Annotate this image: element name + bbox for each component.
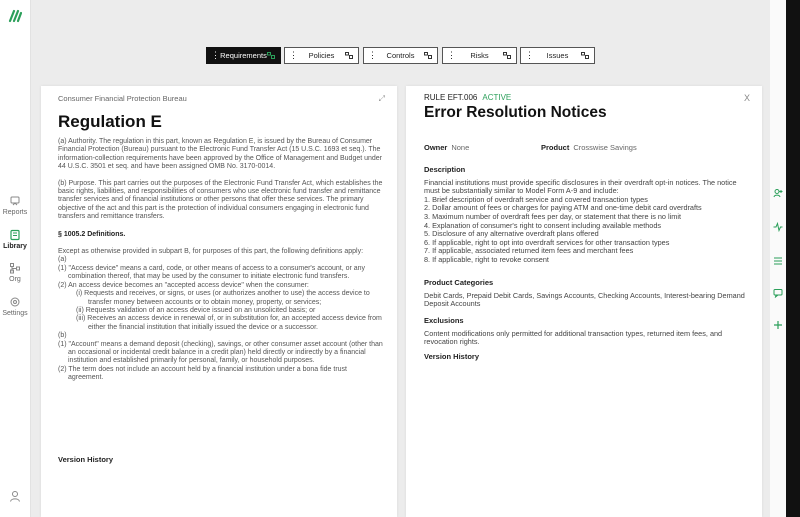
section-heading: § 1005.2 Definitions. (58, 230, 126, 238)
expand-icon[interactable]: ⤢ (378, 94, 385, 103)
exclusions-heading: Exclusions (424, 316, 464, 325)
user-icon[interactable] (8, 489, 22, 503)
agency-name: Consumer Financial Protection Bureau (58, 94, 187, 103)
reports-icon (9, 195, 21, 207)
tab-requirements[interactable]: ⋮ Requirements (206, 47, 281, 64)
rule-id: RULE EFT.006 (424, 93, 478, 102)
nav-label-settings: Settings (2, 310, 28, 317)
owner-label: Owner (424, 143, 448, 152)
drag-handle-icon[interactable]: ⋮ (211, 50, 219, 60)
list-icon[interactable] (773, 256, 783, 266)
right-edge-bar (786, 0, 800, 517)
product-value[interactable]: Crosswise Savings (573, 143, 637, 152)
nav-label-reports: Reports (2, 209, 28, 216)
drag-handle-icon[interactable]: ⋮ (289, 50, 297, 60)
description-heading: Description (424, 165, 466, 174)
drag-handle-icon[interactable]: ⋮ (447, 50, 455, 60)
description-item: 4. Explanation of consumer's right to consent including available methods (424, 220, 662, 230)
tab-menu-icon[interactable] (267, 52, 275, 59)
nav-item-library[interactable] (0, 229, 30, 250)
plus-icon[interactable] (773, 320, 783, 330)
activity-icon[interactable] (773, 222, 783, 232)
regulation-text (58, 138, 384, 383)
exclusions-text: Content modifications only permitted for additional transaction types, returned item fees, and revocation rights. (424, 328, 723, 347)
tab-policies[interactable]: ⋮ Policies (284, 47, 359, 64)
comments-icon[interactable] (773, 288, 783, 298)
regulation-panel (41, 86, 397, 517)
categories-text: Debit Cards, Prepaid Debit Cards, Savings Accounts, Checking Accounts, Interest-bearing Demand Deposit Accounts (424, 290, 745, 309)
app-logo-icon[interactable] (8, 9, 22, 23)
product-label: Product (541, 143, 570, 152)
version-history-section (424, 353, 754, 366)
tab-risks[interactable]: ⋮ Risks (442, 47, 517, 64)
tab-menu-icon[interactable] (345, 52, 353, 59)
product-categories-section (424, 279, 754, 309)
definition-a2-iii: (iii) Receives an access device in renewal of, or in substitution for, an accepted access device from either the financial institution that initially issued the device or a successor. (76, 315, 382, 331)
add-user-icon[interactable] (773, 188, 783, 198)
description-item: 6. If applicable, right to opt into overdraft services for other transaction types (424, 237, 670, 247)
tab-issues[interactable]: ⋮ Issues (520, 47, 595, 64)
definition-a2-ii: (ii) Requests validation of an access device issued on an unsolicited basis; or (76, 306, 316, 314)
regulation-title: Regulation E (58, 112, 162, 131)
right-toolbar (770, 0, 786, 517)
close-icon[interactable]: X (743, 93, 750, 103)
subsection-label-b: (b) (58, 332, 67, 340)
definition-a2-i: (i) Requests and receives, or signs, or uses (or authorizes another to use) the access device to transfer money between accounts or to obtain money, property, or services; (76, 290, 370, 306)
description-item: 2. Dollar amount of fees or charges for paying ATM and one-time debit card overdrafts (424, 203, 702, 213)
tab-menu-icon[interactable] (424, 52, 432, 59)
description-item: 5. Disclosure of any alternative overdraft plans offered (424, 229, 599, 239)
nav-item-reports[interactable] (0, 195, 30, 216)
left-nav (0, 0, 31, 517)
rule-panel (406, 86, 762, 517)
tab-controls[interactable]: ⋮ Controls (363, 47, 438, 64)
description-intro: Financial institutions must provide specific disclosures in their overdraft opt-in notices. The notice must be substantially similar to Model Form A-9 and include: (424, 177, 737, 196)
definition-a2: (2) An access device becomes an "accepted access device" when the consumer: (58, 281, 309, 289)
org-icon (9, 262, 21, 274)
subsection-label-a: (a) (58, 256, 67, 264)
definitions-intro: Except as otherwise provided in subpart B, for purposes of this part, the following definitions apply: (58, 248, 364, 256)
rule-header (424, 93, 511, 102)
rule-title: Error Resolution Notices (424, 104, 607, 121)
owner-value[interactable]: None (451, 143, 470, 152)
definition-b1: (1) "Account" means a demand deposit (checking), savings, or other consumer asset account (other than an occasional or incidental credit balance in a credit plan) held directly or indirectly by a financial institution and established primarily for personal, family, or household purposes. (58, 340, 383, 365)
exclusions-section (424, 317, 754, 347)
version-history-link[interactable]: Version History (58, 455, 114, 464)
tab-menu-icon[interactable] (581, 52, 589, 59)
rule-meta (424, 143, 754, 152)
description-item: 1. Brief description of overdraft service and covered transaction types (424, 194, 648, 204)
categories-heading: Product Categories (424, 278, 494, 287)
paragraph-purpose: (b) Purpose. This part carries out the purposes of the Electronic Fund Transfer Act, which establishes the basic rights, liabilities, and responsibilities of consumers who use electronic fund transfer and remittance transfer services and of financial institutions or other persons that offer these services. The primary objective of the act and this part is the protection of individual consumers engaging in electronic fund transfers and remittance transfers. (58, 179, 383, 221)
nav-item-settings[interactable] (0, 296, 30, 317)
nav-item-org[interactable] (0, 262, 30, 283)
nav-label-library: Library (3, 243, 27, 250)
description-item: 3. Maximum number of overdraft fees per day, or statement that there is no limit (424, 211, 681, 221)
drag-handle-icon[interactable]: ⋮ (525, 50, 533, 60)
library-icon (9, 229, 21, 241)
definition-b2: (2) The term does not include an account held by a financial institution under a bona fide trust agreement. (58, 365, 347, 382)
description-section (424, 166, 754, 265)
description-item: 7. If applicable, associated returned item fees and merchant fees (424, 246, 634, 256)
definition-a1: (1) "Access device" means a card, code, or other means of access to a consumer's account, or any combination thereof, that may be used by the consumer to initiate electronic fund transfers. (58, 264, 366, 281)
tab-menu-icon[interactable] (503, 52, 511, 59)
gear-icon (9, 296, 21, 308)
status-badge: ACTIVE (482, 93, 512, 102)
nav-label-org: Org (9, 276, 21, 283)
description-item: 8. If applicable, right to revoke consent (424, 254, 549, 264)
version-history-link[interactable]: Version History (424, 352, 480, 361)
drag-handle-icon[interactable]: ⋮ (368, 50, 376, 60)
paragraph-authority: (a) Authority. The regulation in this part, known as Regulation E, is issued by the Bureau of Consumer Financial Protection (Bureau) pursuant to the Electronic Fund Transfer Act (15 U.S.C. 1693 et seq.). The information-collection requirements have been approved by the Office of Management and Budget under 44 U.S.C. 3501 et seq. and have been assigned OMB No. 3170-0014. (58, 138, 383, 171)
